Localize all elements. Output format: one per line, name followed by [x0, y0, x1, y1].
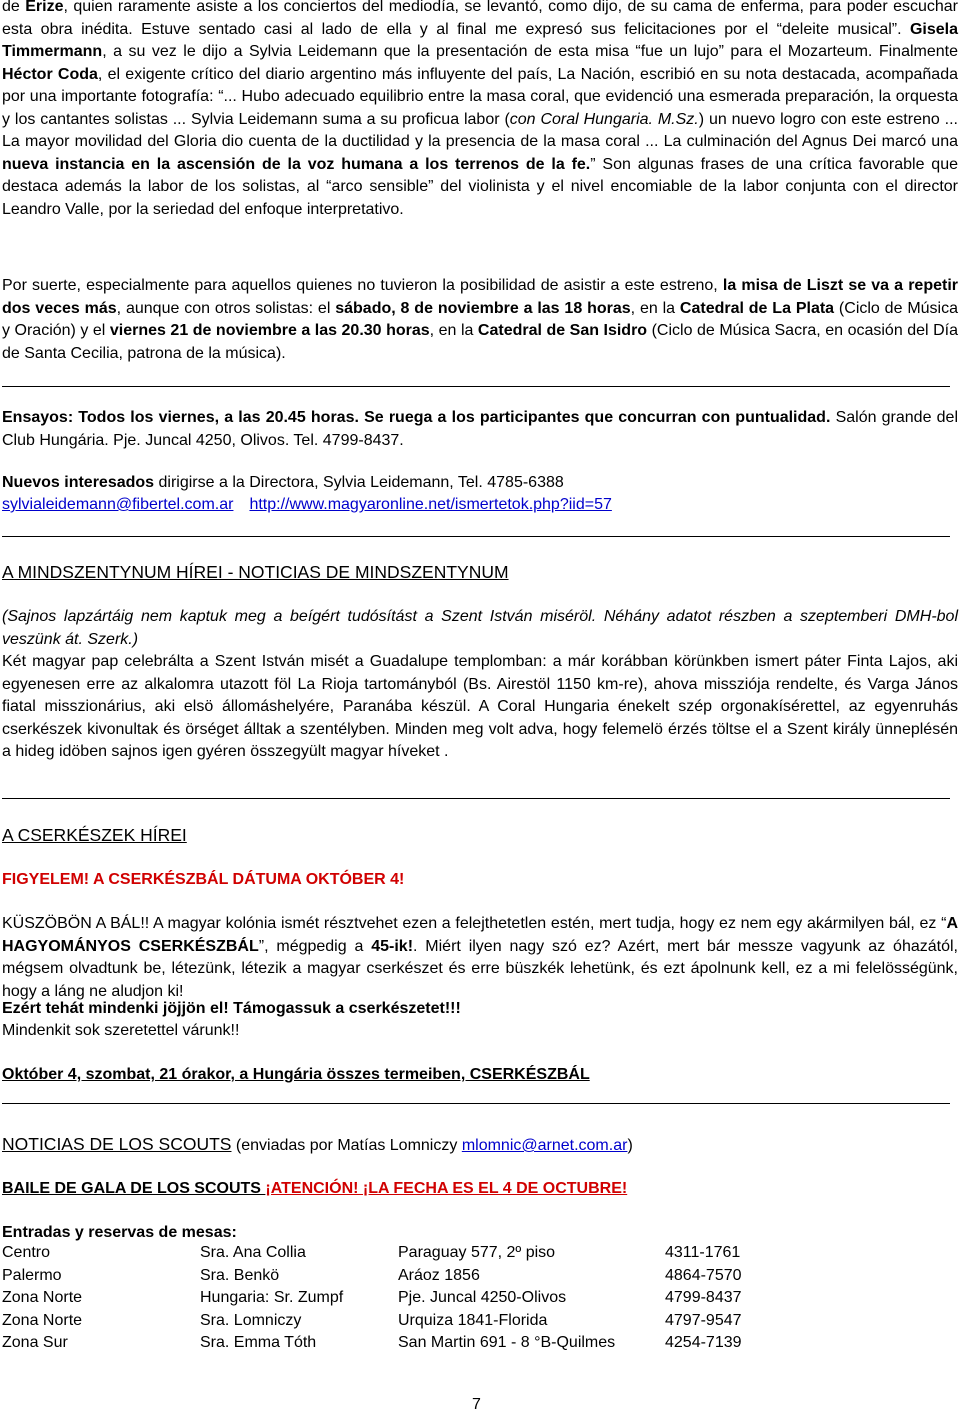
- mass-report: Két magyar pap celebrálta a Szent István misét a Guadalupe templomban: a már korábban körünkben ismert páter Finta Lajos, aki egyenesen erre az alkalomra utazott föl La Rioja tartományból (Bs. Airestöl 1150 km-re), ahova missziója rendelte, és Varga János fiatal misszionárius, aki elsö állomáshelyére, Paranába készül. A Coral Hungaria énekelt szép orgonakísérettel, az egyenruhás cserkészek kivonultak és örséget álltak a szentélyben. Minden meg volt adva, hogy felemelö érzés töltse el a Szent király ünneplésén a hideg idöben sajnos igen gyéren összegyült magyar híveket .: [2, 653, 958, 760]
- table-row: [2, 1312, 785, 1335]
- ball-date-line: [2, 1064, 590, 1087]
- rehearsal-info: [2, 407, 958, 452]
- section-heading: A MINDSZENTYNUM HÍREI - NOTICIAS DE MINDSZENTYNUM: [2, 562, 509, 582]
- table-cell: Urquiza 1841-Florida: [398, 1311, 548, 1329]
- table-cell: Hungaria: Sr. Zumpf: [200, 1289, 344, 1306]
- table-cell: Sra. Lomniczy: [200, 1311, 302, 1329]
- table-cell: Sra. Emma Tóth: [200, 1334, 317, 1351]
- name-hector-coda: Héctor Coda: [2, 65, 98, 83]
- italic-note: con Coral Hungaria. M.Sz.: [509, 110, 699, 128]
- table-row: [2, 1244, 785, 1267]
- rehearsal-schedule: Ensayos: Todos los viernes, a las 20.45 horas. Se ruega a los participantes que concurran con puntualidad.: [2, 409, 831, 426]
- text-run: , quien raramente asiste a los conciertos del mediodía, se levantó, como dijo, de su cama de enferma, para poder escuchar esta obra inédita. Estuve sentado casi al lado de ella y al final me expresó sus felicitaciones por el “deleite musical”.: [2, 0, 958, 38]
- text-run: , en la: [429, 322, 478, 339]
- table-cell: Palermo: [2, 1266, 62, 1284]
- rehearsal-location: Salón grande del Club Hungária. Pje. Juncal 4250, Olivos. Tel. 4799-8437.: [2, 409, 959, 449]
- text-run: , aunque con otros solistas: el: [116, 299, 336, 317]
- table-cell: 4254-7139: [665, 1334, 742, 1351]
- table-cell: Aráoz 1856: [398, 1266, 480, 1284]
- name-gisela-timmermann: Gisela Timmermann: [2, 20, 958, 60]
- table-cell: 4864-7570: [665, 1266, 742, 1284]
- gala-date-alert: ¡ATENCIÓN! ¡LA FECHA ES EL 4 DE OCTUBRE!: [265, 1180, 628, 1197]
- gala-title: BAILE DE GALA DE LOS SCOUTS: [2, 1180, 266, 1197]
- highlight-quote: nueva instancia en la ascensión de la voz humana a los terrenos de la fe.: [2, 155, 591, 173]
- text-run: , en la: [630, 299, 680, 317]
- page-number: 7: [472, 1396, 481, 1413]
- website-link[interactable]: http://www.magyaronline.net/ismertetok.php?iid=57: [249, 496, 612, 513]
- table-body: [2, 1244, 785, 1357]
- table-row: [2, 1267, 785, 1290]
- text-run: ) un nuevo logro con este estreno ... La mayor movilidad del Gloria dio cuenta de la ductilidad y la presencia de la masa coral ... La culminación del Agnus Dei marcó una: [2, 110, 959, 150]
- table-cell: Zona Norte: [2, 1311, 83, 1329]
- section-heading: A CSERKÉSZEK HÍREI: [2, 825, 187, 845]
- text-run: KÜSZÖBÖN A BÁL!! A magyar kolónia ismét résztvehet ezen a felejthetetlen estén, mert tudja, hogy ez nem egy akármilyen bál, ez “: [2, 915, 947, 932]
- gala-line: [2, 1178, 627, 1201]
- table-cell: Paraguay 577, 2º piso: [398, 1244, 556, 1261]
- contact-links: [2, 494, 958, 517]
- repeat-concert-paragraph: [2, 275, 958, 365]
- text-run: (Sajnos lapzártáig nem kaptuk meg a beígért tudósítást a Szent István miséröl. Néhány adatot részben a szeptemberi DMH-bol veszünk át. Szerk.): [2, 608, 958, 648]
- venue-la-plata: Catedral de La Plata: [679, 299, 835, 317]
- email-link[interactable]: sylvialeidemann@fibertel.com.ar: [2, 496, 234, 513]
- table-cell: Sra. Ana Collia: [200, 1244, 306, 1261]
- text-run: ”, mégpedig a: [258, 937, 372, 955]
- table-cell: 4311-1761: [665, 1244, 741, 1261]
- text-run: Október 4, szombat, 21 órakor, a Hungária összes termeiben, CSERKÉSZBÁL: [2, 1066, 590, 1083]
- contact-info: [2, 472, 958, 495]
- editor-note: [2, 606, 958, 651]
- director-contact: dirigirse a la Directora, Sylvia Leidemann, Tel. 4785-6388: [154, 474, 564, 491]
- text-run: de: [2, 0, 26, 15]
- review-paragraph: [2, 0, 958, 221]
- text-run: (Ciclo de Música Sacra, en ocasión del Día de Santa Cecilia, patrona de la música).: [2, 322, 959, 362]
- highlight-repeat: la misa de Liszt se va a repetir dos veces más: [2, 277, 958, 317]
- new-members-label: Nuevos interesados: [2, 474, 155, 491]
- table-cell: Zona Sur: [2, 1334, 68, 1351]
- text-run: , el exigente crítico del diario argentino más influyente del país, La Nación, escribió en su nota destacada, acompañada por una importante fotografía: “... Hubo adecuado equilibrio entre la masa coral, que evidenció una esmerada preparación, la orquesta y los cantantes solistas ... Sylvia Leidemann suma a su proficua labor (: [2, 65, 958, 128]
- scouts-heading-line: [2, 1133, 633, 1158]
- text-run: Entradas y reservas de mesas:: [2, 1224, 237, 1241]
- section-heading: NOTICIAS DE LOS SCOUTS: [2, 1134, 232, 1154]
- text-run: . Miért ilyen nagy szó ez? Azért, mert bár messze vagyunk az óhazától, mégsem olvadtunk be, létezünk, létezik a magyar cserkészet és erre büszkék lehetünk, és ezt ápolnunk kell, ez a mi felelösségünk, hogy a láng ne aludjon ki!: [2, 937, 958, 1000]
- table-cell: Centro: [2, 1244, 51, 1261]
- text-run: (enviadas por Matías Lomniczy: [231, 1137, 462, 1154]
- date-san-isidro: viernes 21 de noviembre a las 20.30 horas: [109, 322, 430, 339]
- section-divider: [2, 798, 950, 799]
- alert-text: FIGYELEM! A CSERKÉSZBÁL DÁTUMA OKTÓBER 4!: [2, 871, 405, 888]
- tickets-heading: [2, 1222, 237, 1245]
- ticket-contacts-table: [2, 1244, 785, 1357]
- section-divider: [2, 1103, 950, 1104]
- table-cell: 4799-8437: [665, 1289, 742, 1306]
- section-divider: [2, 536, 950, 537]
- ball-edition: 45-ik!: [371, 937, 414, 955]
- welcome-line: Mindenkit sok szeretettel várunk!!: [2, 1022, 240, 1039]
- table-cell: Pje. Juncal 4250-Olivos: [398, 1289, 567, 1306]
- section-divider: [2, 386, 950, 387]
- name-erize: Erize: [25, 0, 64, 15]
- ball-name: A HAGYOMÁNYOS CSERKÉSZBÁL: [2, 915, 958, 955]
- date-la-plata: sábado, 8 de noviembre a las 18 horas: [335, 299, 631, 317]
- ball-paragraph: [2, 913, 958, 1003]
- scouts-email-link[interactable]: mlomnic@arnet.com.ar: [461, 1137, 628, 1154]
- venue-san-isidro: Catedral de San Isidro: [477, 322, 648, 339]
- text-run: Ezért tehát mindenki jöjjön el! Támogassuk a cserkészetet!!!: [2, 1000, 461, 1017]
- table-row: [2, 1334, 785, 1357]
- call-to-action: [2, 998, 461, 1021]
- table-row: [2, 1289, 785, 1312]
- text-run: , a su vez le dijo a Sylvia Leidemann que la presentación de esta misa “fue un lujo” para el Mozarteum. Finalmente: [102, 43, 958, 60]
- text-run: Por suerte, especialmente para aquellos quienes no tuvieron la posibilidad de asistir a este estreno,: [2, 277, 723, 294]
- table-cell: 4797-9547: [665, 1311, 742, 1329]
- table-cell: San Martin 691 - 8 °B-Quilmes: [398, 1334, 616, 1351]
- text-run: ): [627, 1137, 633, 1154]
- table-cell: Sra. Benkö: [200, 1266, 280, 1284]
- table-cell: Zona Norte: [2, 1289, 83, 1306]
- text-run: ” Son algunas frases de una crítica favorable que destaca además la labor de los solistas, al “arco sensible” del violinista y el nivel encomiable de la labor conjunta con el director Leandro Valle, por la seriedad del enfoque interpretativo.: [2, 155, 959, 218]
- text-run: (Ciclo de Música y Oración) y el: [2, 299, 958, 339]
